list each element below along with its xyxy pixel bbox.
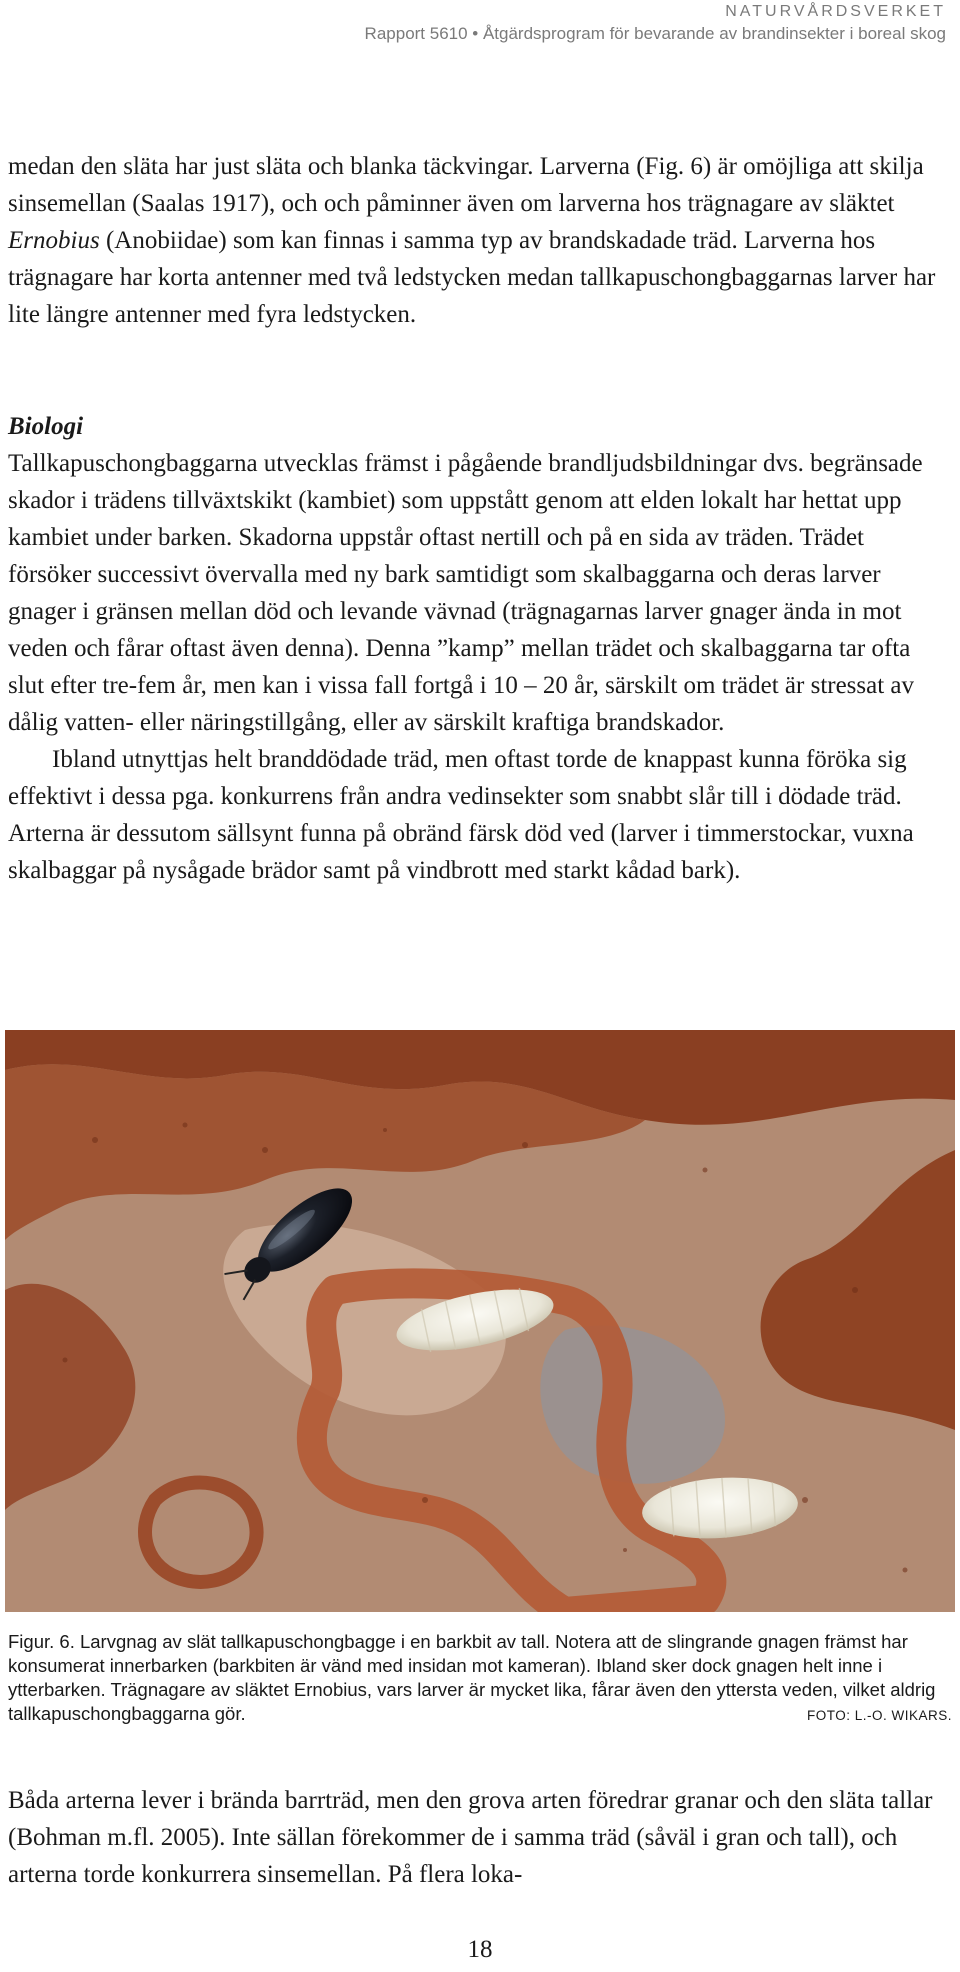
- photo-credit: FOTO: L.-O. WIKARS.: [806, 1708, 952, 1723]
- biology-paragraph-2: Ibland utnyttjas helt branddödade träd, men oftast torde de knappast kunna föröka sig effektivt i dessa pga. konkurrens från andra vedinsekter som snabbt slår till i dödade träd. Arterna är dessutom sällsynt funna på obränd färsk död ved (larver i timmerstockar, vuxna skalbaggar på nysågade brädor samt på vindbrott med starkt kådad bark).: [8, 746, 914, 884]
- figure-caption: [8, 1630, 952, 1728]
- larvae-bark-photo: [5, 1030, 955, 1612]
- intro-paragraph: [8, 148, 952, 333]
- caption-text: Figur. 6. Larvgnag av slät tallkapuschongbagge i en barkbit av tall. Notera att de slingrande gnagen främst har konsumerat innerbarken (barkbiten är vänd med insidan mot kameran). Ibland sker dock gnagen helt inne i ytterbarken. Trägnagare av släktet Ernobius, vars larver är mycket lika, fårar även den yttersta veden, vilket aldrig tallkapuschongbaggarna gör.: [8, 1631, 936, 1724]
- intro-part2: (Anobiidae) som kan finnas i samma typ av brandskadade träd. Larverna hos trägnagare har korta antenner med två ledstycken medan tallkapuschongbaggarnas larver har lite längre antenner med fyra ledstycken.: [8, 227, 936, 328]
- biology-paragraph-1: Tallkapuschongbaggarna utvecklas främst i pågående brandljudsbildningar dvs. begränsade skador i trädens tillväxtskikt (kambiet) som uppstått genom att elden lokalt har hettat upp kambiet under barken. Skadorna uppstår oftast nertill och på en sida av träden. Trädet försöker successivt övervalla med ny bark samtidigt som skalbaggarna och deras larver gnager i gränsen mellan död och levande vävnad (trägnagarnas larver gnager ända in mot veden och fårar oftast även denna). Denna ”kamp” mellan trädet och skalbaggarna tar ofta slut efter tre-fem år, men kan i vissa fall fortgå i 10 – 20 år, särskilt om trädet är stressat av dålig vatten- eller näringstillgång, eller av särskilt kraftiga brandskador.: [8, 450, 923, 736]
- closing-text: [8, 1782, 952, 1893]
- intro-text: [8, 148, 952, 333]
- page-number: 18: [467, 1936, 493, 1963]
- header-organization: NATURVÅRDSVERKET: [725, 3, 946, 20]
- intro-part1: medan den släta har just släta och blanka täckvingar. Larverna (Fig. 6) är omöjliga att skilja sinsemellan (Saalas 1917), och och påminner även om larverna hos trägnagare av släktet: [8, 153, 924, 217]
- intro-genus: Ernobius: [8, 227, 100, 254]
- biology-heading: Biologi: [8, 413, 84, 440]
- closing-paragraph: Båda arterna lever i brända barrträd, men den grova arten föredrar granar och den släta tallar (Bohman m.fl. 2005). Inte sällan förekommer de i samma träd (såväl i gran och tall), och arterna torde konkurrera sinsemellan. På flera loka-: [8, 1787, 933, 1888]
- photo-illustration: [5, 1030, 955, 1612]
- biology-section: [8, 408, 952, 889]
- header-report-title: Rapport 5610 • Åtgärdsprogram för bevarande av brandinsekter i boreal skog: [364, 24, 946, 43]
